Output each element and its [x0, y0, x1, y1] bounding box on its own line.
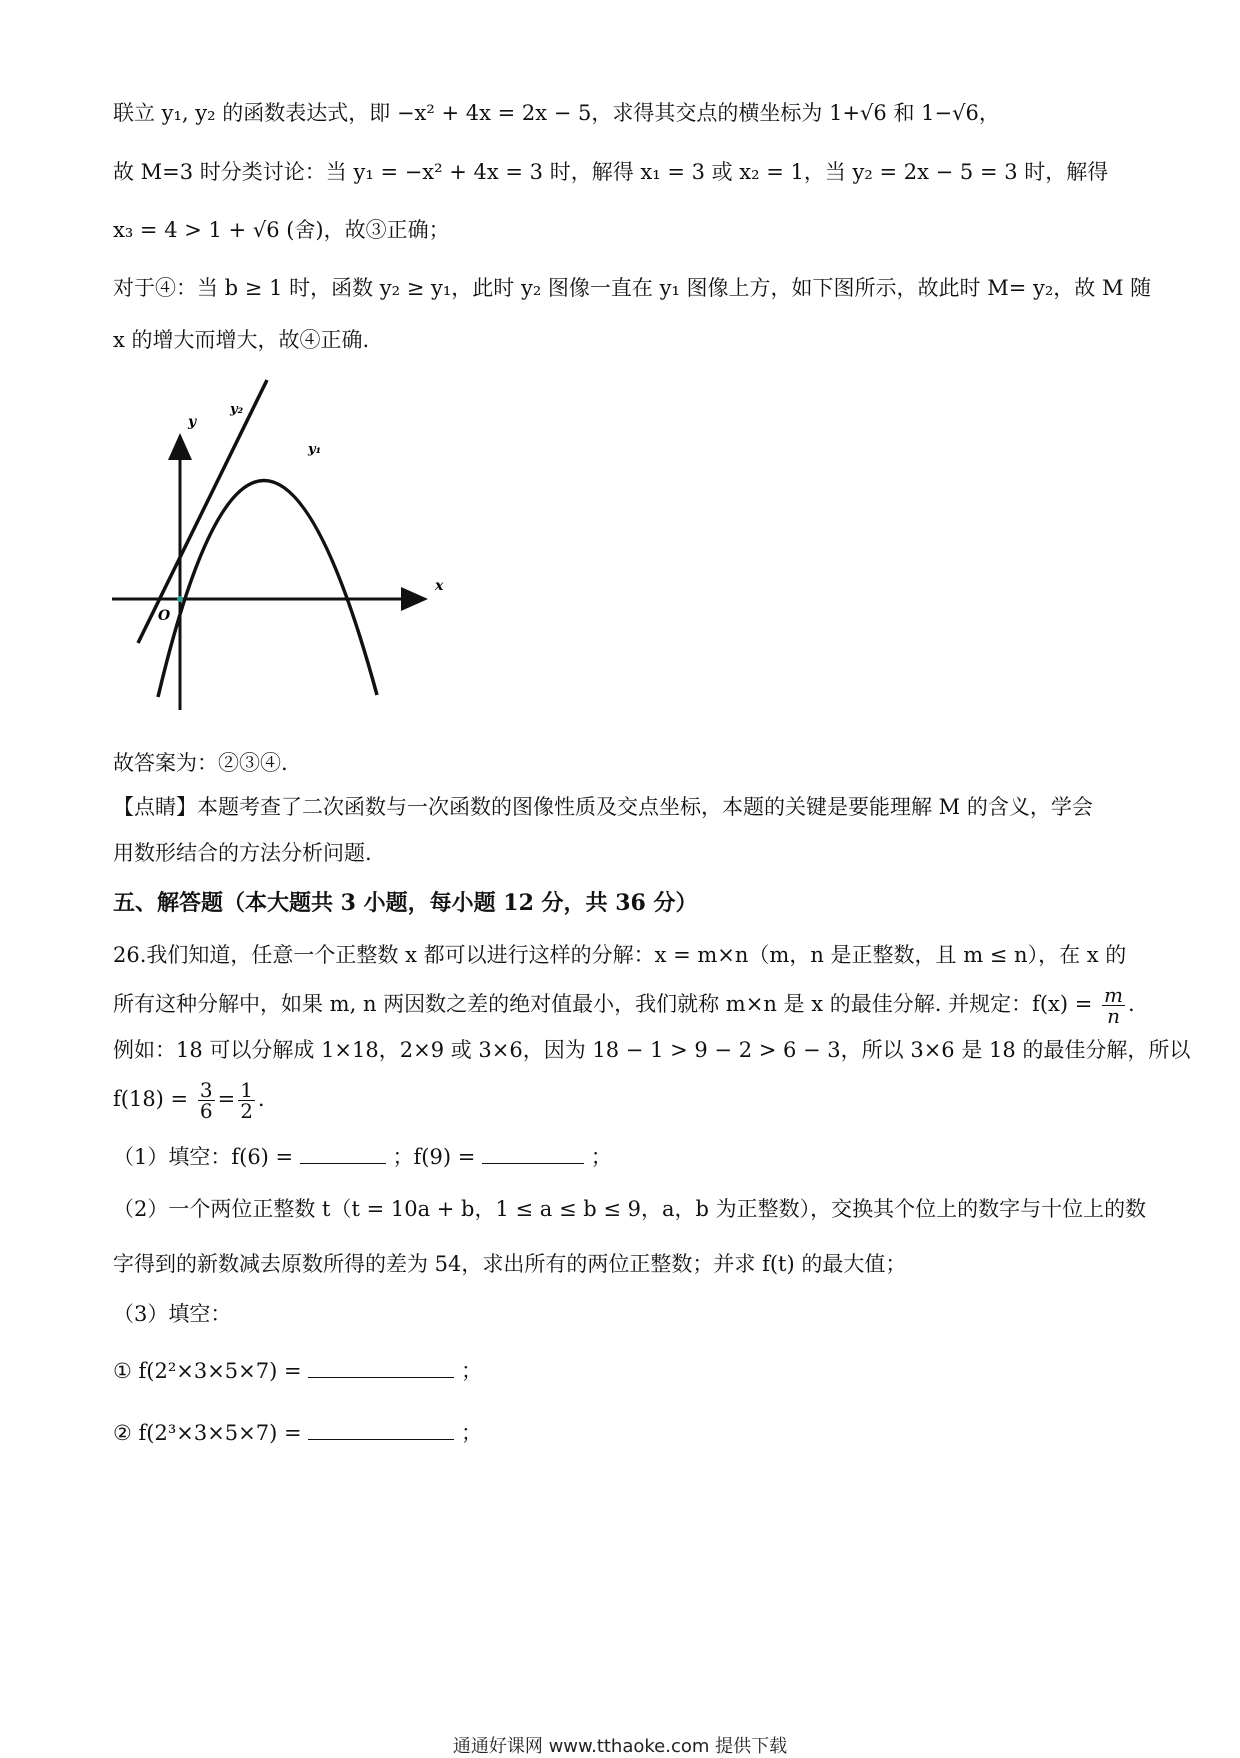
answer-blank-f6[interactable] [300, 1145, 386, 1164]
text-line: x₃ = 4 > 1 + √6 (舍)，故③正确； [113, 218, 450, 242]
comment-line: 【点睛】本题考查了二次函数与一次函数的图像性质及交点坐标，本题的关键是要能理解 M 的含义，学会 [113, 795, 1093, 819]
f18-expression: f(18) = [113, 1087, 189, 1111]
text-line: x 的增大而增大，故④正确. [113, 328, 370, 352]
part-3-item-2 [113, 1418, 1133, 1448]
question-text-part: 所有这种分解中，如果 m, n 两因数之差的绝对值最小，我们就称 m×n 是 x 的最佳分解. 并规定：f(x) = [113, 992, 1093, 1016]
answer-blank-3-1[interactable] [308, 1359, 454, 1378]
y1-label: y₁ [308, 442, 322, 457]
text-line: 对于④：当 b ≥ 1 时，函数 y₂ ≥ y₁，此时 y₂ 图像一直在 y₁ 图像上方，如下图所示，故此时 M= y₂，故 M 随 [113, 276, 1152, 300]
comment-line: 用数形结合的方法分析问题. [113, 841, 372, 865]
y1-curve [158, 480, 377, 697]
origin-point [177, 596, 183, 602]
fraction-denominator: 2 [240, 1099, 253, 1123]
question-text [113, 985, 1133, 1026]
fraction-numerator: 1 [240, 1078, 253, 1102]
part-1-label: （1）填空：f(6) = [113, 1145, 294, 1169]
fraction-1-over-2 [238, 1080, 255, 1121]
text-line: 联立 y₁, y₂ 的函数表达式，即 −x² + 4x = 2x − 5，求得其交点的横坐标为 1+√6 和 1−√6， [113, 101, 1000, 125]
page-footer: 通通好课网 www.tthaoke.com 提供下载 [452, 1736, 788, 1757]
y-axis-label: y [188, 414, 197, 430]
semicolon: ； [460, 1359, 482, 1383]
question-text: 例如：18 可以分解成 1×18，2×9 或 3×6，因为 18 − 1 > 9 − 2 > 6 − 3，所以 3×6 是 18 的最佳分解，所以 [113, 1038, 1191, 1062]
fraction-numerator: 3 [199, 1078, 213, 1102]
part-1-mid: ；f(9) = [392, 1145, 476, 1169]
y2-label: y₂ [230, 402, 244, 417]
function-graph [100, 370, 520, 720]
question-text: 26.我们知道，任意一个正整数 x 都可以进行这样的分解：x = m×n（m，n 是正整数，且 m ≤ n），在 x 的 [113, 943, 1127, 967]
x-axis-label: x [435, 578, 444, 594]
part-3-item-1 [113, 1356, 1133, 1386]
period: . [1128, 992, 1135, 1016]
fraction-denominator: n [1107, 1004, 1120, 1028]
answer-line: 故答案为：②③④. [113, 751, 288, 775]
question-text: f(18) = $\frac{3}{6}$ = $\frac{1}{2}$ . [113, 1078, 265, 1123]
part-2: 字得到的新数减去原数所得的差为 54，求出所有的两位正整数；并求 f(t) 的最大值； [113, 1252, 907, 1276]
origin-label: O [158, 608, 171, 624]
part-1 [113, 1142, 1133, 1172]
semicolon: ； [590, 1145, 612, 1169]
y2-line [138, 380, 267, 643]
semicolon: ； [460, 1421, 482, 1445]
answer-blank-f9[interactable] [482, 1145, 584, 1164]
fraction-3-over-6 [198, 1080, 215, 1121]
period: . [257, 1087, 265, 1111]
part-3-expression: ① f(2²×3×5×7) = [113, 1359, 302, 1383]
answer-blank-3-2[interactable] [308, 1421, 454, 1440]
fraction-numerator: m [1104, 983, 1123, 1007]
part-3: （3）填空： [113, 1302, 232, 1326]
fraction-m-over-n [1102, 985, 1125, 1026]
fraction-denominator: 6 [199, 1099, 213, 1123]
section-heading: 五、解答题（本大题共 3 小题，每小题 12 分，共 36 分） [113, 890, 698, 916]
part-3-expression: ② f(2³×3×5×7) = [113, 1421, 302, 1445]
text-line: 故 M=3 时分类讨论：当 y₁ = −x² + 4x = 3 时，解得 x₁ = 3 或 x₂ = 1，当 y₂ = 2x − 5 = 3 时，解得 [113, 160, 1109, 184]
part-2: （2）一个两位正整数 t（t = 10a + b，1 ≤ a ≤ b ≤ 9，a，b 为正整数），交换其个位上的数字与十位上的数 [113, 1197, 1147, 1221]
